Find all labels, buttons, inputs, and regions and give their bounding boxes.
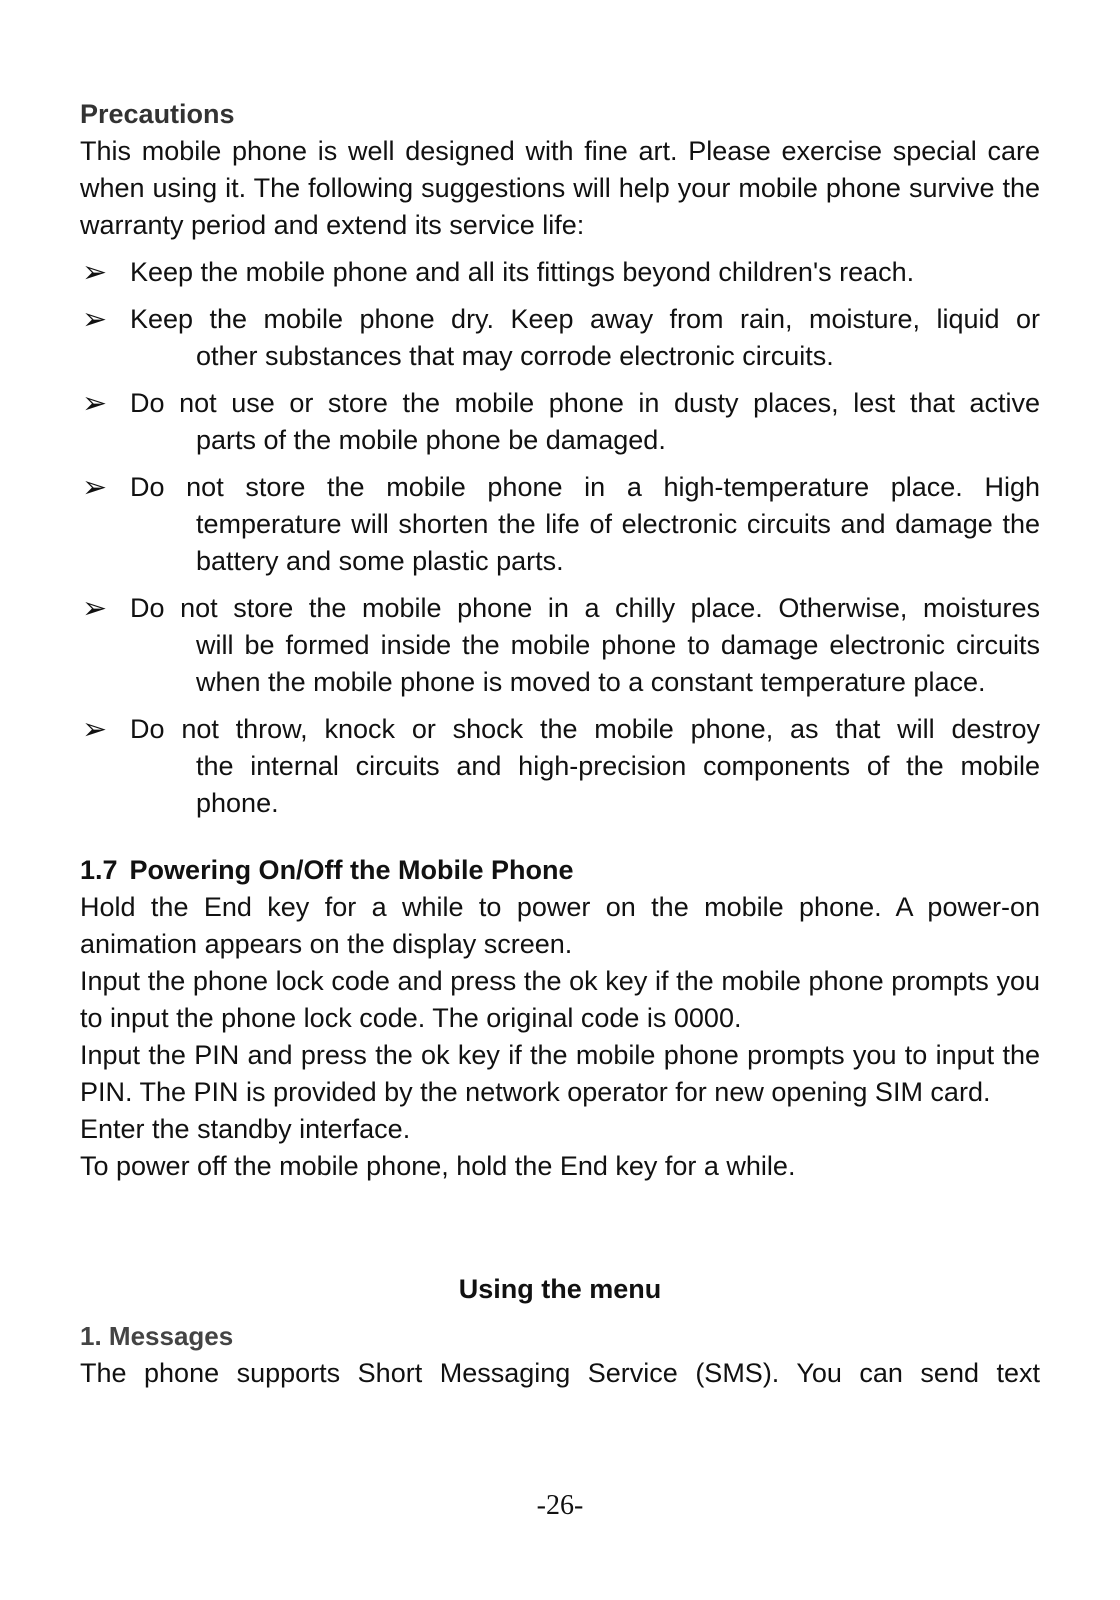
list-item: [80, 254, 1040, 291]
section-heading: [80, 852, 1040, 889]
page-number: -26-: [536, 1490, 584, 1521]
list-item-continuation: parts of the mobile phone be damaged.: [196, 425, 666, 455]
precautions-heading: Precautions: [80, 99, 235, 129]
arrow-bullet-icon: ➢: [82, 591, 108, 626]
powering-paragraph: Input the PIN and press the ok key if the mobile phone prompts you to input the PIN. The PIN is provided by the network operator for new opening SIM card.: [80, 1040, 1040, 1107]
list-item-text: Keep the mobile phone and all its fittings beyond children's reach.: [130, 257, 915, 287]
list-item-text: Do not throw, knock or shock the mobile phone, as that will destroy: [130, 714, 1040, 744]
powering-paragraph: To power off the mobile phone, hold the End key for a while.: [80, 1151, 796, 1181]
precautions-list: [80, 254, 1040, 822]
list-item: [80, 711, 1040, 822]
document-page: [80, 96, 1040, 1392]
arrow-bullet-icon: ➢: [82, 386, 108, 421]
list-item-continuation: other substances that may corrode electronic circuits.: [196, 341, 834, 371]
list-item-text: Do not store the mobile phone in a chilly place. Otherwise, moistures: [130, 593, 1040, 623]
precautions-intro: This mobile phone is well designed with fine art. Please exercise special care when using it. The following suggestions will help your mobile phone survive the warranty period and extend its service life:: [80, 136, 1040, 240]
list-item: [80, 301, 1040, 375]
list-item-continuation: temperature will shorten the life of electronic circuits and damage the battery and some plastic parts.: [196, 509, 1040, 576]
messages-subheading: 1. Messages: [80, 1321, 234, 1351]
list-item-text: Keep the mobile phone dry. Keep away from rain, moisture, liquid or: [130, 304, 1040, 334]
list-item-text: Do not store the mobile phone in a high-temperature place. High: [130, 472, 1040, 502]
section-number: 1.7: [80, 855, 118, 885]
section-title: Powering On/Off the Mobile Phone: [129, 855, 574, 885]
arrow-bullet-icon: ➢: [82, 302, 108, 337]
list-item-continuation: will be formed inside the mobile phone to damage electronic circuits when the mobile phone is moved to a constant temperature place.: [196, 630, 1040, 697]
arrow-bullet-icon: ➢: [82, 712, 108, 747]
list-item-text: Do not use or store the mobile phone in dusty places, lest that active: [130, 388, 1040, 418]
messages-paragraph: The phone supports Short Messaging Service (SMS). You can send text: [80, 1358, 1040, 1388]
list-item: [80, 590, 1040, 701]
powering-paragraph: Enter the standby interface.: [80, 1114, 411, 1144]
list-item: [80, 385, 1040, 459]
list-item: [80, 469, 1040, 580]
arrow-bullet-icon: ➢: [82, 255, 108, 290]
menu-heading: Using the menu: [458, 1274, 662, 1304]
list-item-continuation: the internal circuits and high-precision components of the mobile phone.: [196, 751, 1040, 818]
powering-paragraph: Hold the End key for a while to power on the mobile phone. A power-on animation appears on the display screen.: [80, 892, 1040, 959]
powering-paragraph: Input the phone lock code and press the ok key if the mobile phone prompts you to input the phone lock code. The original code is 0000.: [80, 966, 1040, 1033]
arrow-bullet-icon: ➢: [82, 470, 108, 505]
